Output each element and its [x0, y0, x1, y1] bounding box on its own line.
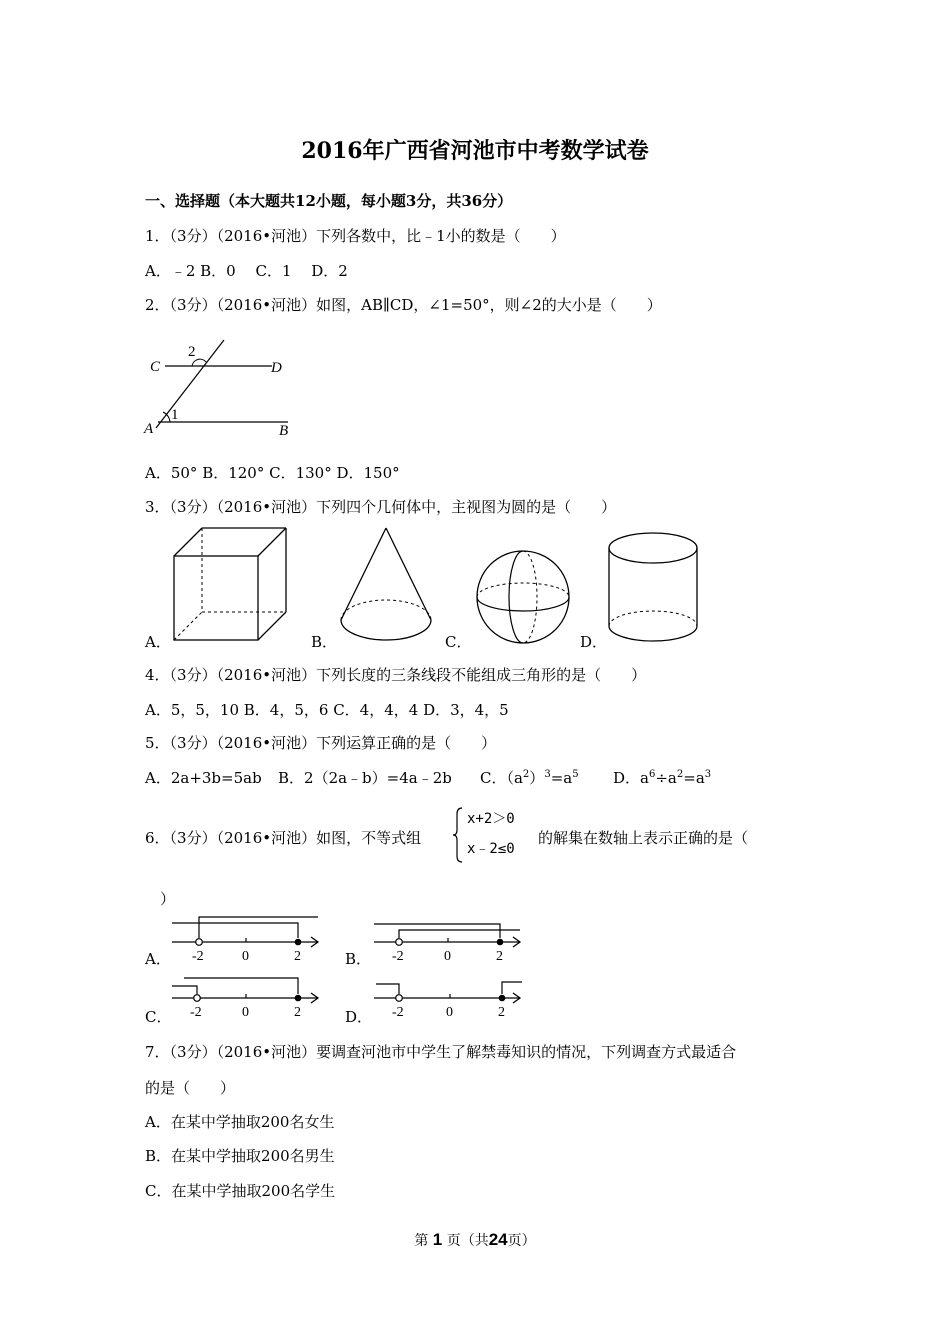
- angle-2-label: 2: [188, 344, 196, 360]
- page-footer: 第 1 页（共24页）: [414, 1230, 536, 1249]
- question-5-option-c: C．$(a^2)^3=a^5$: [480, 769, 579, 787]
- svg-text:2: 2: [498, 1005, 505, 1020]
- question-6-label-b: B．: [345, 950, 372, 968]
- number-line-a: [170, 912, 325, 964]
- question-6-stem-end: 的解集在数轴上表示正确的是（: [538, 829, 749, 847]
- svg-text:0: 0: [446, 1005, 453, 1020]
- svg-text:0: 0: [444, 949, 451, 964]
- label-B: B: [279, 423, 289, 439]
- svg-text:-2: -2: [190, 1005, 202, 1020]
- question-3-label-d: D．: [580, 633, 608, 651]
- page-title: 2016年广西省河池市中考数学试卷: [301, 138, 649, 164]
- question-7-option-b: B．在某中学抽取200名男生: [145, 1147, 335, 1165]
- parallel-lines-figure: [140, 338, 300, 442]
- question-3-label-c: C．: [445, 633, 472, 651]
- inequality-2: x﹣2≤0: [467, 841, 515, 857]
- label-A: A: [144, 421, 154, 437]
- question-3-label-a: A．: [145, 633, 171, 651]
- question-1-stem: 1．（3分）（2016•河池）下列各数中，比﹣1小的数是（ ）: [145, 227, 566, 245]
- question-2-stem: 2．（3分）（2016•河池）如图，AB∥CD，∠1=50°，则∠2的大小是（ ）: [145, 296, 662, 314]
- question-6-label-a: A．: [145, 950, 171, 968]
- question-3-label-b: B．: [311, 633, 338, 651]
- question-6-stem-close: ）: [160, 890, 176, 908]
- question-5-option-b: B．2（2a﹣b）=4a﹣2b: [278, 769, 452, 787]
- svg-text:2: 2: [496, 949, 503, 964]
- cylinder-figure: [604, 528, 702, 646]
- number-line-d: [372, 972, 527, 1020]
- question-1-options: A．﹣2 B．0 C．1 D．2: [145, 262, 348, 280]
- svg-text:0: 0: [242, 949, 249, 964]
- svg-text:2: 2: [294, 1005, 301, 1020]
- section-heading: 一、选择题（本大题共12小题，每小题3分，共36分）: [145, 192, 513, 210]
- question-7-option-c: C．在某中学抽取200名学生: [145, 1182, 336, 1200]
- question-2-options: A．50° B．120° C．130° D．150°: [145, 464, 400, 482]
- svg-text:-2: -2: [392, 949, 404, 964]
- question-4-options: A．5，5，10 B．4，5，6 C．4，4，4 D．3，4，5: [145, 701, 509, 719]
- question-6-stem-start: 6．（3分）（2016•河池）如图，不等式组: [145, 829, 422, 847]
- number-line-c: [170, 972, 325, 1020]
- question-7-option-a: A．在某中学抽取200名女生: [145, 1113, 335, 1131]
- sphere-figure: [472, 548, 574, 646]
- svg-text:0: 0: [242, 1005, 249, 1020]
- question-3-stem: 3．（3分）（2016•河池）下列四个几何体中，主视图为圆的是（ ）: [145, 498, 617, 516]
- svg-text:-2: -2: [192, 949, 204, 964]
- question-4-stem: 4．（3分）（2016•河池）下列长度的三条线段不能组成三角形的是（ ）: [145, 666, 647, 684]
- question-6-label-d: D．: [345, 1008, 373, 1026]
- system-brace-icon: [452, 806, 464, 864]
- label-C: C: [150, 359, 161, 375]
- cone-figure: [336, 522, 436, 646]
- question-7-stem: 7．（3分）（2016•河池）要调查河池市中学生了解禁毒知识的情况，下列调查方式最适合: [145, 1043, 737, 1061]
- question-7-stem-cont: 的是（ ）: [145, 1079, 236, 1097]
- svg-text:2: 2: [294, 949, 301, 964]
- question-5-option-d: D．$a^6\div a^2=a^3$: [613, 769, 712, 787]
- inequality-1: x+2＞0: [467, 811, 515, 827]
- number-line-b: [372, 916, 527, 964]
- cube-figure: [170, 522, 292, 644]
- svg-text:-2: -2: [392, 1005, 404, 1020]
- question-5-stem: 5．（3分）（2016•河池）下列运算正确的是（ ）: [145, 734, 497, 752]
- question-6-label-c: C．: [145, 1008, 172, 1026]
- angle-1-label: 1: [171, 407, 179, 423]
- question-5-option-a: A．2a+3b=5ab: [145, 769, 262, 787]
- label-D: D: [271, 360, 282, 376]
